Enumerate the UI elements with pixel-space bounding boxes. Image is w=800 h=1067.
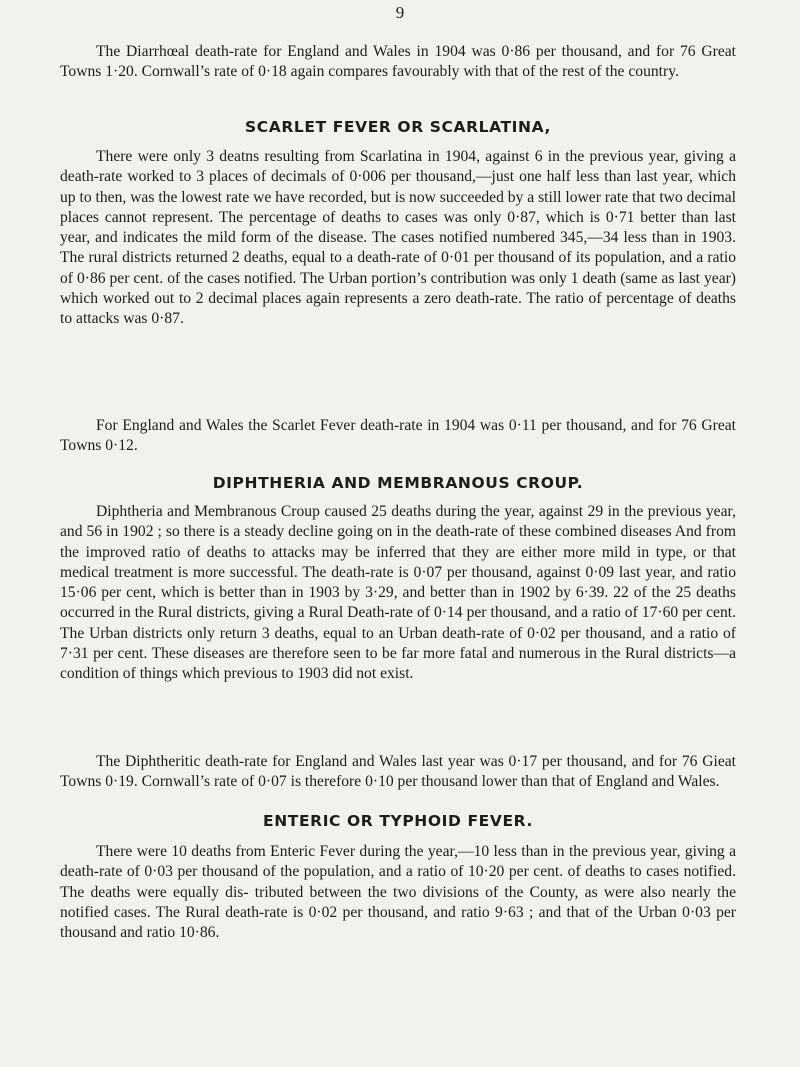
- intro-paragraph: The Diarrhœal death-rate for England and Wales in 1904 was 0·86 per thousand, and for 76 Great Towns 1·20. Cornwall’s rate of 0·18 again compares favourably with that of the rest of the country.: [60, 43, 736, 81]
- scarlet-fever-paragraph-1: There were only 3 deatns resulting from Scarlatina in 1904, against 6 in the previous year, giving a death-rate worked to 3 places of decimals of 0·006 per thousand,—just one half less than last year, which up to then, was the lowest rate we have recorded, but is now succeeded by a still lower rate that two decimal places cannot represent. The percentage of deaths to cases was only 0·87, which is 0·71 better than last year, and indicates the mild form of the disease. The cases notified numbered 345,—34 less than in 1903. The rural districts returned 2 deaths, equal to a death-rate of 0·01 per thousand of its population, and a ratio of 0·86 per cent. of the cases notified. The Urban portion’s contribution was only 1 death (same as last year) which worked out to 2 decimal places again represents a zero death-rate. The ratio of percentage of deaths to attacks was 0·87.: [60, 148, 736, 328]
- section-heading-diphtheria: DIPHTHERIA AND MEMBRANOUS CROUP.: [212, 474, 584, 492]
- enteric-paragraph-1: There were 10 deaths from Enteric Fever during the year,—10 less than in the previous year, giving a death-rate of 0·03 per thousand of the population, and a ratio of 10·20 per cent. of deaths to cases notified. The deaths were equally dis- tributed between the two divisions of the County, as were also nearly the notified cases. The Rural death-rate is 0·02 per thousand, and ratio 9·63 ; and that of the Urban 0·03 per thousand and ratio 10·86.: [60, 843, 736, 942]
- section-heading-scarlet-fever: SCARLET FEVER OR SCARLATINA,: [245, 118, 551, 136]
- enteric-heading-block: [60, 812, 736, 830]
- diphtheria-heading-block: [60, 474, 736, 492]
- scarlet-fever-heading-block: [60, 118, 736, 136]
- scarlet-fever-comparison: [60, 416, 736, 457]
- scarlet-fever-paragraph-2: For England and Wales the Scarlet Fever death-rate in 1904 was 0·11 per thousand, and for 76 Great Towns 0·12.: [60, 417, 736, 455]
- scarlet-fever-body: [60, 147, 736, 330]
- intro-block: [60, 42, 736, 83]
- enteric-body: [60, 842, 736, 943]
- page-number: 9: [395, 3, 405, 22]
- diphtheria-paragraph-1: Diphtheria and Membranous Croup caused 25 deaths during the year, against 29 in the previous year, and 56 in 1902 ; so there is a steady decline going on in the death-rate of these combined diseases And from the improved ratio of deaths to attacks may be inferred that they are either more mild in type, or that medical treatment is more successful. The death-rate is 0·07 per thousand, against 0·09 last year, and ratio 15·06 per cent, which is better than in 1903 by 3·29, and better than in 1902 by 6·39. 22 of the 25 deaths occurred in the Rural districts, giving a Rural Death-rate of 0·14 per thousand, and a ratio of 17·60 per cent. The Urban districts only return 3 deaths, equal to an Urban death-rate of 0·02 per thousand, and a ratio of 7·31 per cent. These diseases are therefore seen to be far more fatal and numerous in the Rural districts—a condition of things which previous to 1903 did not exist.: [60, 503, 736, 683]
- section-heading-enteric: ENTERIC OR TYPHOID FEVER.: [263, 812, 533, 830]
- diphtheria-body: [60, 502, 736, 685]
- diphtheria-comparison: [60, 752, 736, 793]
- diphtheria-paragraph-2: The Diphtheritic death-rate for England and Wales last year was 0·17 per thousand, and for 76 Gieat Towns 0·19. Cornwall’s rate of 0·07 is therefore 0·10 per thousand lower than that of England and Wales.: [60, 753, 736, 791]
